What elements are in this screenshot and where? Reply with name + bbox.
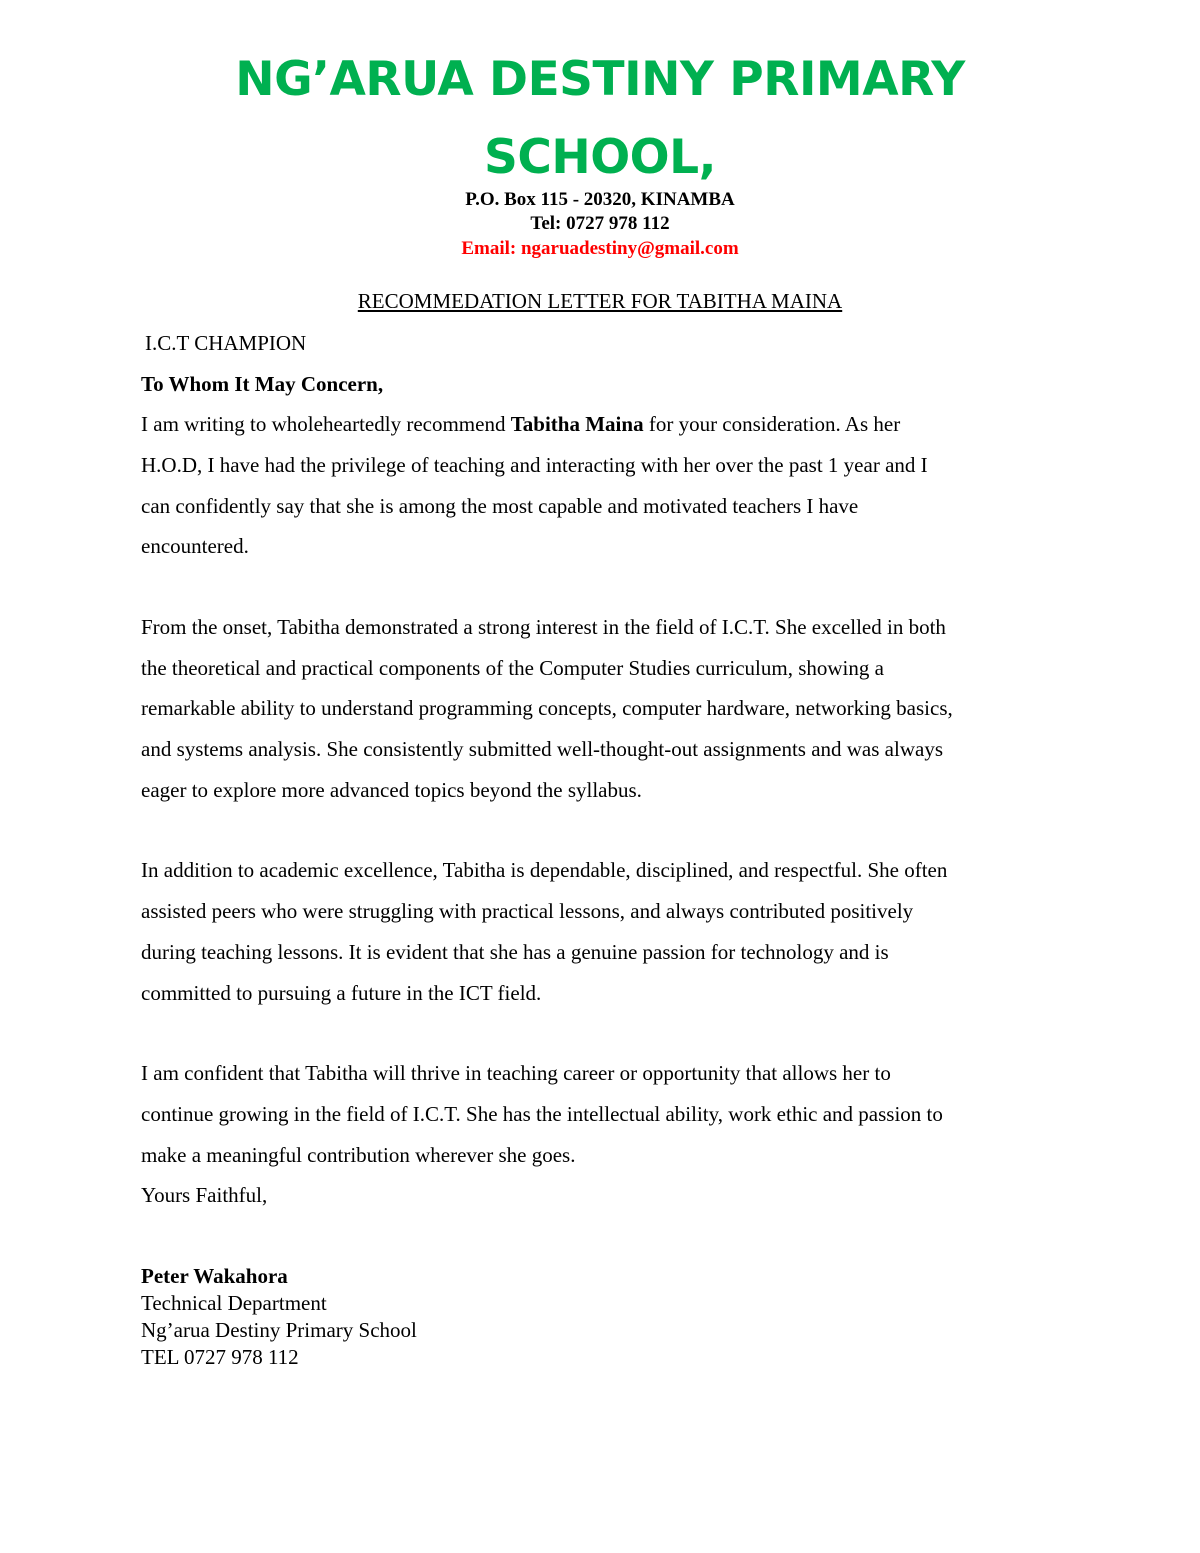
letter-title: RECOMMEDATION LETTER FOR TABITHA MAINA — [357, 289, 843, 313]
school-address: P.O. Box 115 - 20320, KINAMBA — [465, 189, 735, 210]
paragraph-2-line-2: the theoretical and practical components of the Computer Studies curriculum, showing a — [141, 656, 884, 680]
paragraph-1-line-2: H.O.D, I have had the privilege of teaching and interacting with her over the past 1 year and I — [141, 453, 928, 477]
school-name-line-2: SCHOOL, — [484, 130, 716, 185]
paragraph-2-line-4: and systems analysis. She consistently submitted well-thought-out assignments and was always — [141, 737, 943, 761]
paragraph-3-line-2: assisted peers who were struggling with practical lessons, and always contributed positively — [141, 899, 914, 923]
letter-subject: I.C.T CHAMPION — [145, 331, 307, 355]
paragraph-1-text-a: I am writing to wholeheartedly recommend — [141, 412, 511, 436]
paragraph-2-line-5: eager to explore more advanced topics beyond the syllabus. — [141, 778, 642, 802]
paragraph-1-line-3: can confidently say that she is among the most capable and motivated teachers I have — [141, 494, 859, 518]
signatory-department: Technical Department — [141, 1291, 327, 1315]
closing: Yours Faithful, — [141, 1183, 268, 1207]
signatory-school: Ng’arua Destiny Primary School — [141, 1318, 417, 1342]
salutation-text: To Whom It May Concern, — [141, 372, 384, 396]
school-name-line-1: NG’ARUA DESTINY PRIMARY — [235, 52, 965, 107]
paragraph-3-line-3: during teaching lessons. It is evident that she has a genuine passion for technology and is — [141, 940, 889, 964]
paragraph-1-text-b: for your consideration. As her — [643, 412, 901, 436]
paragraph-1-line-1 — [141, 414, 900, 435]
paragraph-2-line-1: From the onset, Tabitha demonstrated a strong interest in the field of I.C.T. She excelled in both — [141, 615, 946, 639]
paragraph-4-line-1: I am confident that Tabitha will thrive in teaching career or opportunity that allows her to — [141, 1061, 891, 1085]
school-email: Email: ngaruadestiny@gmail.com — [461, 238, 739, 259]
salutation — [141, 374, 383, 395]
signatory-name — [141, 1266, 288, 1287]
signatory-name-text: Peter Wakahora — [141, 1264, 288, 1288]
recommended-name: Tabitha Maina — [510, 412, 644, 436]
paragraph-2-line-3: remarkable ability to understand programming concepts, computer hardware, networking basics, — [141, 696, 953, 720]
signatory-telephone: TEL 0727 978 112 — [141, 1345, 299, 1369]
school-telephone: Tel: 0727 978 112 — [530, 213, 670, 234]
paragraph-3-line-1: In addition to academic excellence, Tabitha is dependable, disciplined, and respectful. She often — [141, 858, 948, 882]
paragraph-4-line-2: continue growing in the field of I.C.T. She has the intellectual ability, work ethic and passion to — [141, 1102, 943, 1126]
paragraph-1-line-4: encountered. — [141, 534, 249, 558]
paragraph-3-line-4: committed to pursuing a future in the ICT field. — [141, 981, 542, 1005]
paragraph-4-line-3: make a meaningful contribution wherever she goes. — [141, 1143, 576, 1167]
